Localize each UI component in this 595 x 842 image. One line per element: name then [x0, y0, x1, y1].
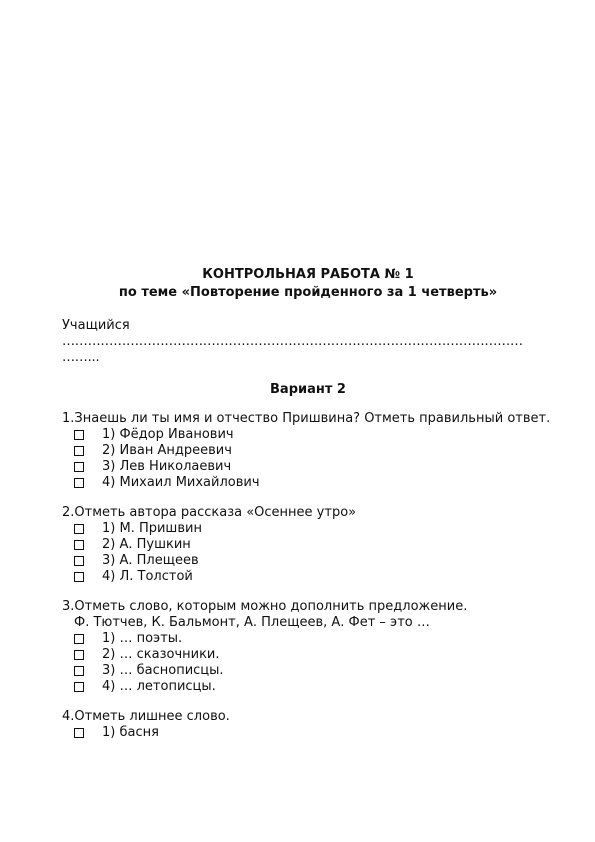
- option-label: 3) А. Плещеев: [102, 553, 199, 568]
- option-item[interactable]: [74, 459, 554, 475]
- option-label: 1) Фёдор Иванович: [102, 427, 234, 442]
- option-item[interactable]: [74, 521, 554, 537]
- question-4: [62, 709, 554, 741]
- checkbox-icon[interactable]: [74, 540, 84, 550]
- checkbox-icon[interactable]: [74, 524, 84, 534]
- question-text: 3.Отметь слово, которым можно дополнить предложение.: [62, 599, 468, 614]
- checkbox-icon[interactable]: [74, 446, 84, 456]
- checkbox-icon[interactable]: [74, 728, 84, 738]
- question-text: 1.Знаешь ли ты имя и отчество Пришвина? Отметь правильный ответ.: [62, 411, 551, 426]
- checkbox-icon[interactable]: [74, 478, 84, 488]
- option-label: 4) Михаил Михайлович: [102, 475, 260, 490]
- checkbox-icon[interactable]: [74, 572, 84, 582]
- option-item[interactable]: [74, 427, 554, 443]
- option-label: 1) басня: [102, 725, 159, 740]
- option-item[interactable]: [74, 569, 554, 585]
- title-line-2: по теме «Повторение пройденного за 1 четверть»: [118, 285, 498, 300]
- option-label: 3) … баснописцы.: [102, 663, 224, 678]
- option-item[interactable]: [74, 475, 554, 491]
- question-text: 4.Отметь лишнее слово.: [62, 709, 230, 724]
- options-list: [62, 725, 554, 741]
- option-item[interactable]: [74, 631, 554, 647]
- option-item[interactable]: [74, 725, 554, 741]
- options-list: [62, 631, 554, 695]
- question-2: [62, 505, 554, 585]
- question-3: [62, 599, 554, 695]
- variant-heading: Вариант 2: [270, 382, 346, 397]
- option-label: 4) … летописцы.: [102, 679, 216, 694]
- option-label: 3) Лев Николаевич: [102, 459, 232, 474]
- option-label: 4) Л. Толстой: [102, 569, 193, 584]
- question-1: [62, 411, 554, 491]
- option-label: 2) Иван Андреевич: [102, 443, 232, 458]
- option-label: 2) А. Пушкин: [102, 537, 191, 552]
- checkbox-icon[interactable]: [74, 634, 84, 644]
- option-item[interactable]: [74, 537, 554, 553]
- option-item[interactable]: [74, 647, 554, 663]
- option-label: 1) … поэты.: [102, 631, 183, 646]
- option-item[interactable]: [74, 679, 554, 695]
- checkbox-icon[interactable]: [74, 682, 84, 692]
- question-subtext: Ф. Тютчев, К. Бальмонт, А. Плещеев, А. Фет – это …: [74, 615, 430, 630]
- option-item[interactable]: [74, 663, 554, 679]
- option-label: 2) … сказочники.: [102, 647, 220, 662]
- checkbox-icon[interactable]: [74, 462, 84, 472]
- option-item[interactable]: [74, 443, 554, 459]
- checkbox-icon[interactable]: [74, 556, 84, 566]
- student-field: [62, 318, 554, 366]
- worksheet-title: [62, 266, 554, 302]
- worksheet-page: [62, 266, 554, 741]
- title-line-1: КОНТРОЛЬНАЯ РАБОТА № 1: [202, 267, 414, 282]
- checkbox-icon[interactable]: [74, 666, 84, 676]
- options-list: [62, 521, 554, 585]
- checkbox-icon[interactable]: [74, 650, 84, 660]
- option-item[interactable]: [74, 553, 554, 569]
- option-label: 1) М. Пришвин: [102, 521, 202, 536]
- options-list: [62, 427, 554, 491]
- student-dots-line-2: ……...: [62, 350, 100, 365]
- student-label: Учащийся: [62, 318, 130, 333]
- student-dots-line-1: ………………………………………………………………………………………………: [62, 334, 523, 349]
- checkbox-icon[interactable]: [74, 430, 84, 440]
- question-text: 2.Отметь автора рассказа «Осеннее утро»: [62, 505, 357, 520]
